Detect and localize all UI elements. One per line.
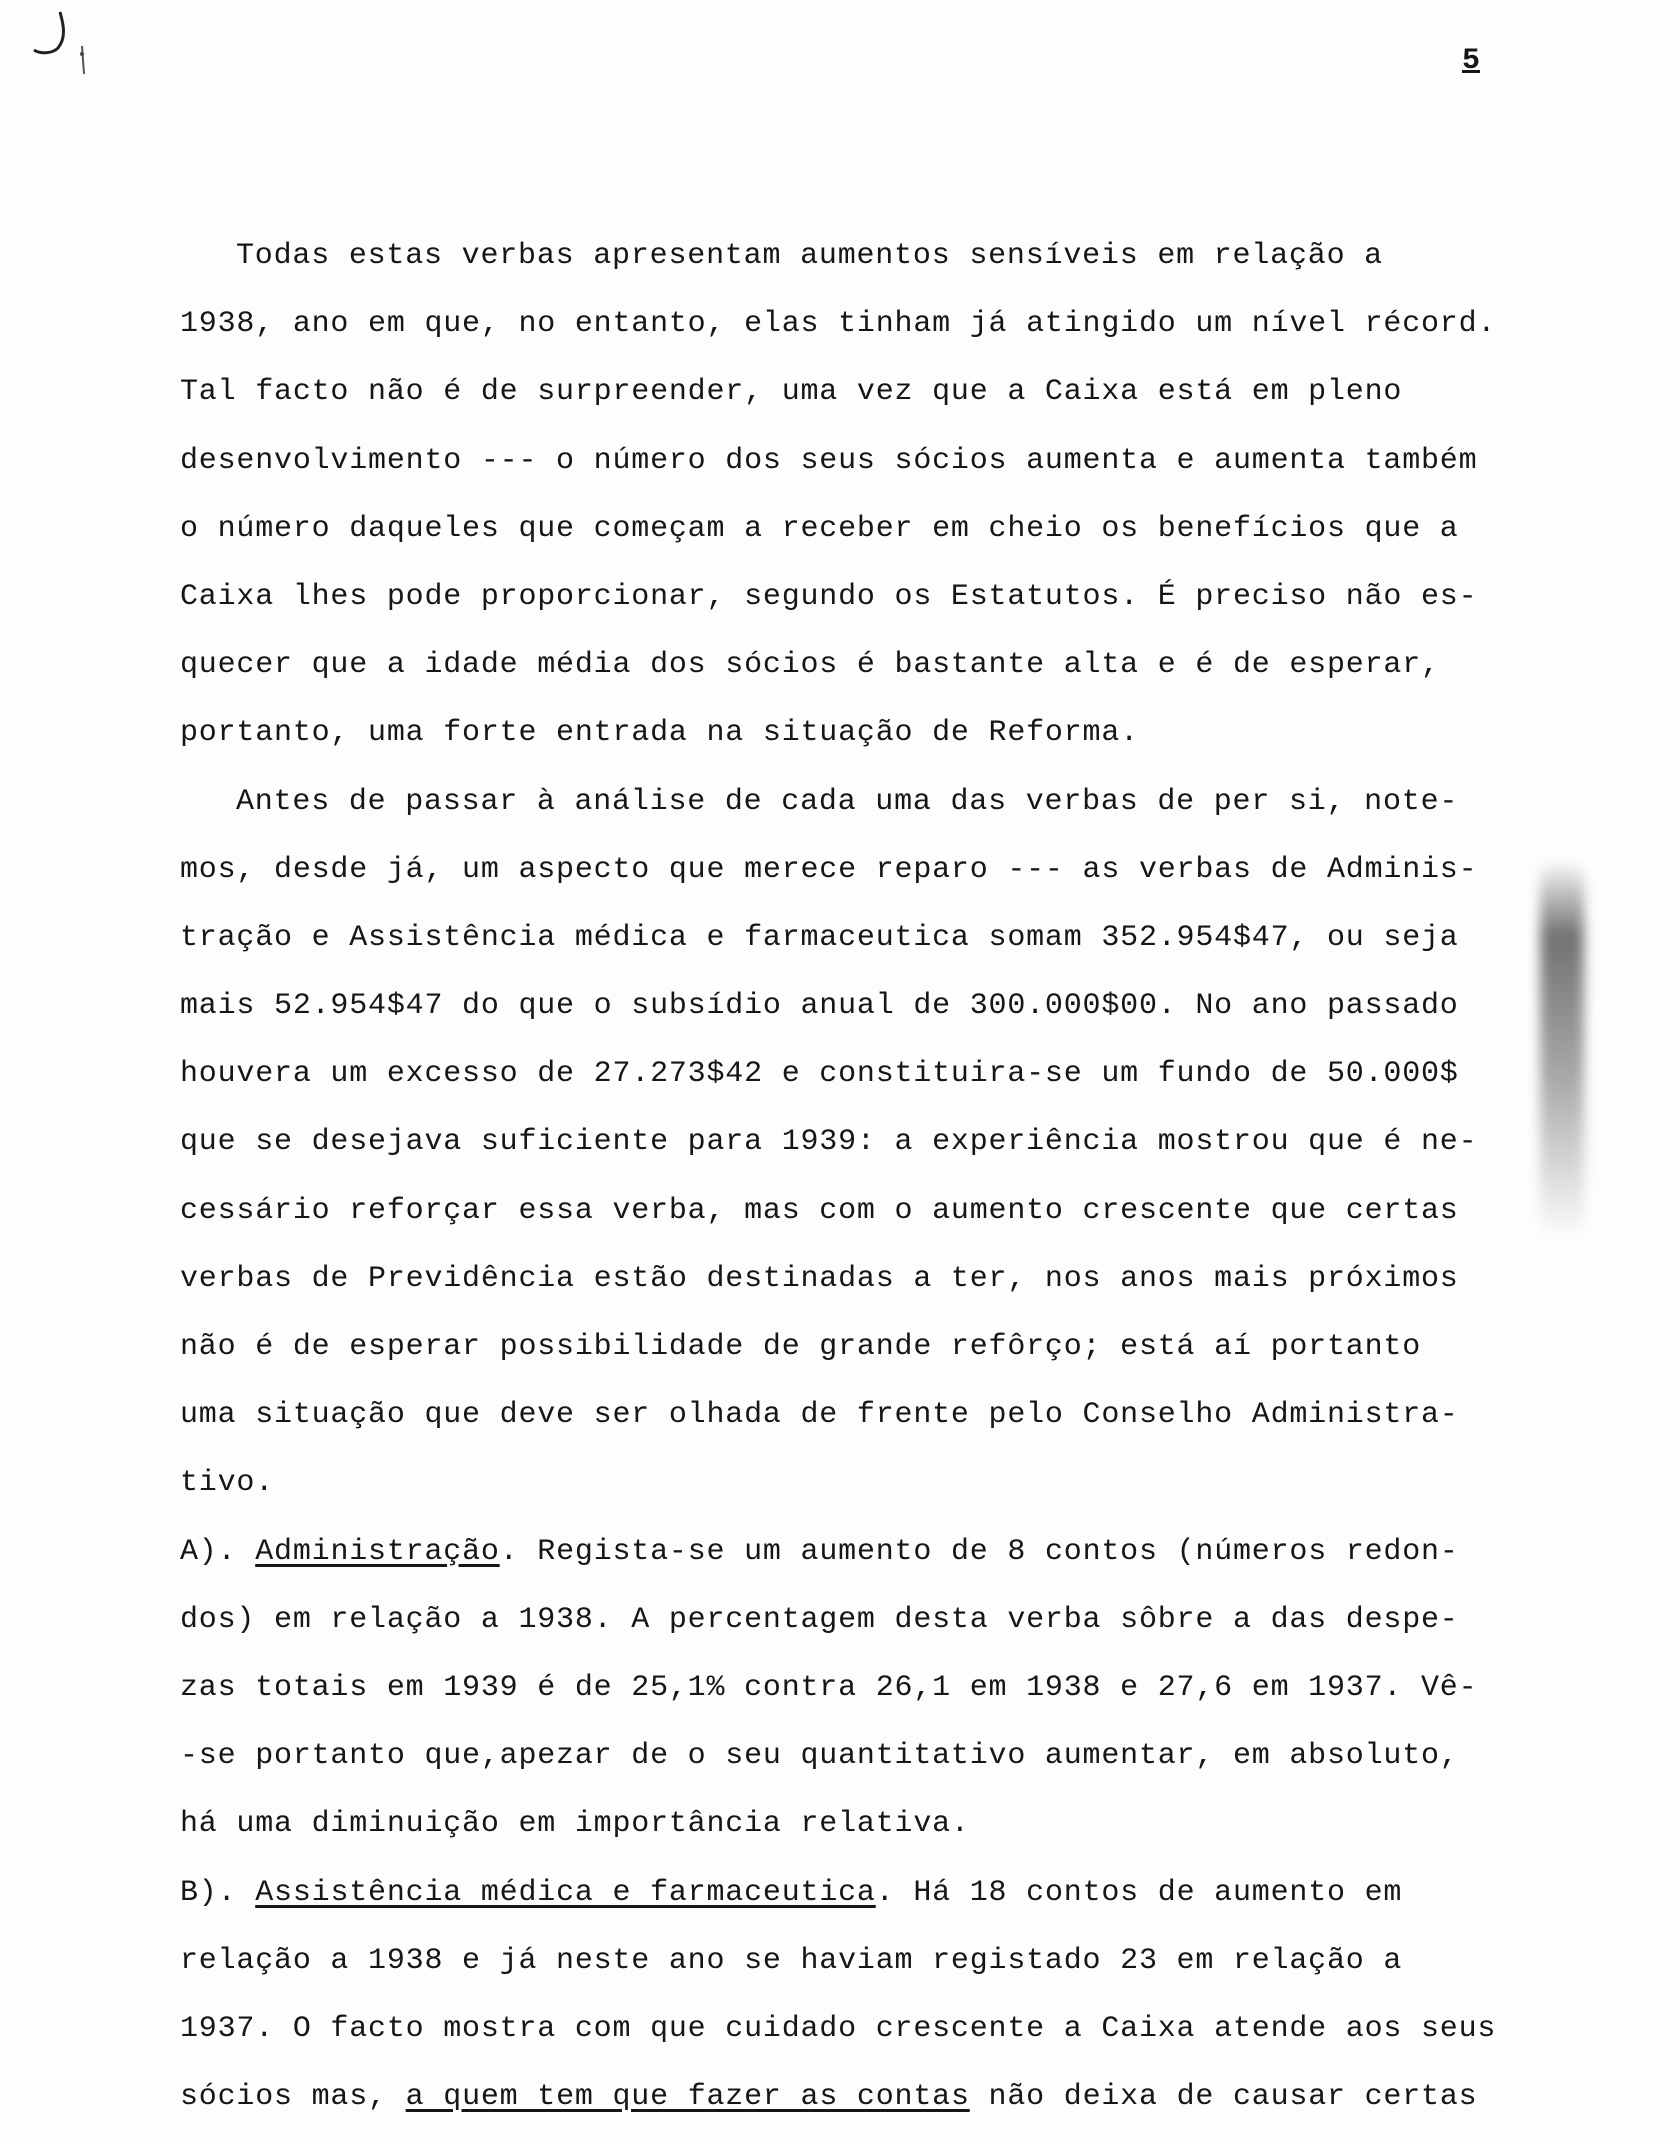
text-line: há uma diminuição em importância relativa. <box>180 1807 970 1842</box>
text-fragment: sócios mas, <box>180 2080 387 2115</box>
text-line: o número daqueles que começam a receber em cheio os benefícios que a <box>180 511 1459 546</box>
text-line: 1938, ano em que, no entanto, elas tinham já atingido um nível récord. <box>180 307 1497 342</box>
text-line: portanto, uma forte entrada na situação de Reforma. <box>180 716 1139 751</box>
text-line: Antes de passar à análise de cada uma das verbas de per si, note- <box>236 784 1459 819</box>
ink-smudge <box>1540 860 1584 1240</box>
text-fragment: não deixa de causar certas <box>969 2080 1478 2115</box>
text-line: zas totais em 1939 é de 25,1% contra 26,1 em 1938 e 27,6 em 1937. Vê- <box>180 1670 1478 1705</box>
handwritten-mark-icon <box>30 8 90 78</box>
text-fragment: . Há 18 contos de aumento em <box>875 1875 1403 1910</box>
section-label: A). <box>180 1534 237 1569</box>
text-line: houvera um excesso de 27.273$42 e constituira-se um fundo de 50.000$ <box>180 1057 1459 1092</box>
page-number: 5 <box>1462 44 1481 78</box>
section-a-first-line <box>180 1518 1600 1586</box>
text-fragment: . Regista-se um aumento de 8 contos (números redon- <box>499 1534 1459 1569</box>
underlined-phrase: a quem tem que fazer as contas <box>405 2080 970 2115</box>
text-line: Todas estas verbas apresentam aumentos sensíveis em relação a <box>236 239 1383 273</box>
section-title: Assistência médica e farmaceutica <box>255 1875 876 1910</box>
text-line: cessário reforçar essa verba, mas com o aumento crescente que certas <box>180 1193 1459 1228</box>
text-line: Tal facto não é de surpreender, uma vez que a Caixa está em pleno <box>180 375 1403 410</box>
section-label: B). <box>180 1875 237 1910</box>
text-line: verbas de Previdência estão destinadas a ter, nos anos mais próximos <box>180 1261 1459 1296</box>
text-line: -se portanto que,apezar de o seu quantitativo aumentar, em absoluto, <box>180 1739 1459 1774</box>
section-b-first-line <box>180 1859 1600 1927</box>
document-body <box>180 222 1600 2131</box>
text-line: relação a 1938 e já neste ano se haviam registado 23 em relação a <box>180 1943 1403 1978</box>
text-line: não é de esperar possibilidade de grande refôrço; está aí portanto <box>180 1330 1421 1364</box>
text-line: mais 52.954$47 do que o subsídio anual de 300.000$00. No ano passado <box>180 989 1459 1024</box>
text-line: Caixa lhes pode proporcionar, segundo os Estatutos. É preciso não es- <box>180 579 1478 614</box>
section-title: Administração <box>255 1534 500 1569</box>
text-line: desenvolvimento --- o número dos seus sócios aumenta e aumenta também <box>180 443 1478 478</box>
last-text-line <box>180 2063 1600 2131</box>
text-line: 1937. O facto mostra com que cuidado crescente a Caixa atende aos seus <box>180 2011 1497 2046</box>
text-line: uma situação que deve ser olhada de frente pelo Conselho Administra- <box>180 1398 1459 1433</box>
text-line: tração e Assistência médica e farmaceutica somam 352.954$47, ou seja <box>180 920 1459 955</box>
text-line: quecer que a idade média dos sócios é bastante alta e é de esperar, <box>180 648 1440 683</box>
text-line: dos) em relação a 1938. A percentagem desta verba sôbre a das despe- <box>180 1602 1459 1637</box>
text-line: tivo. <box>180 1466 275 1501</box>
text-line: mos, desde já, um aspecto que merece reparo --- as verbas de Adminis- <box>180 852 1478 887</box>
text-line: que se desejava suficiente para 1939: a experiência mostrou que é ne- <box>180 1125 1478 1160</box>
